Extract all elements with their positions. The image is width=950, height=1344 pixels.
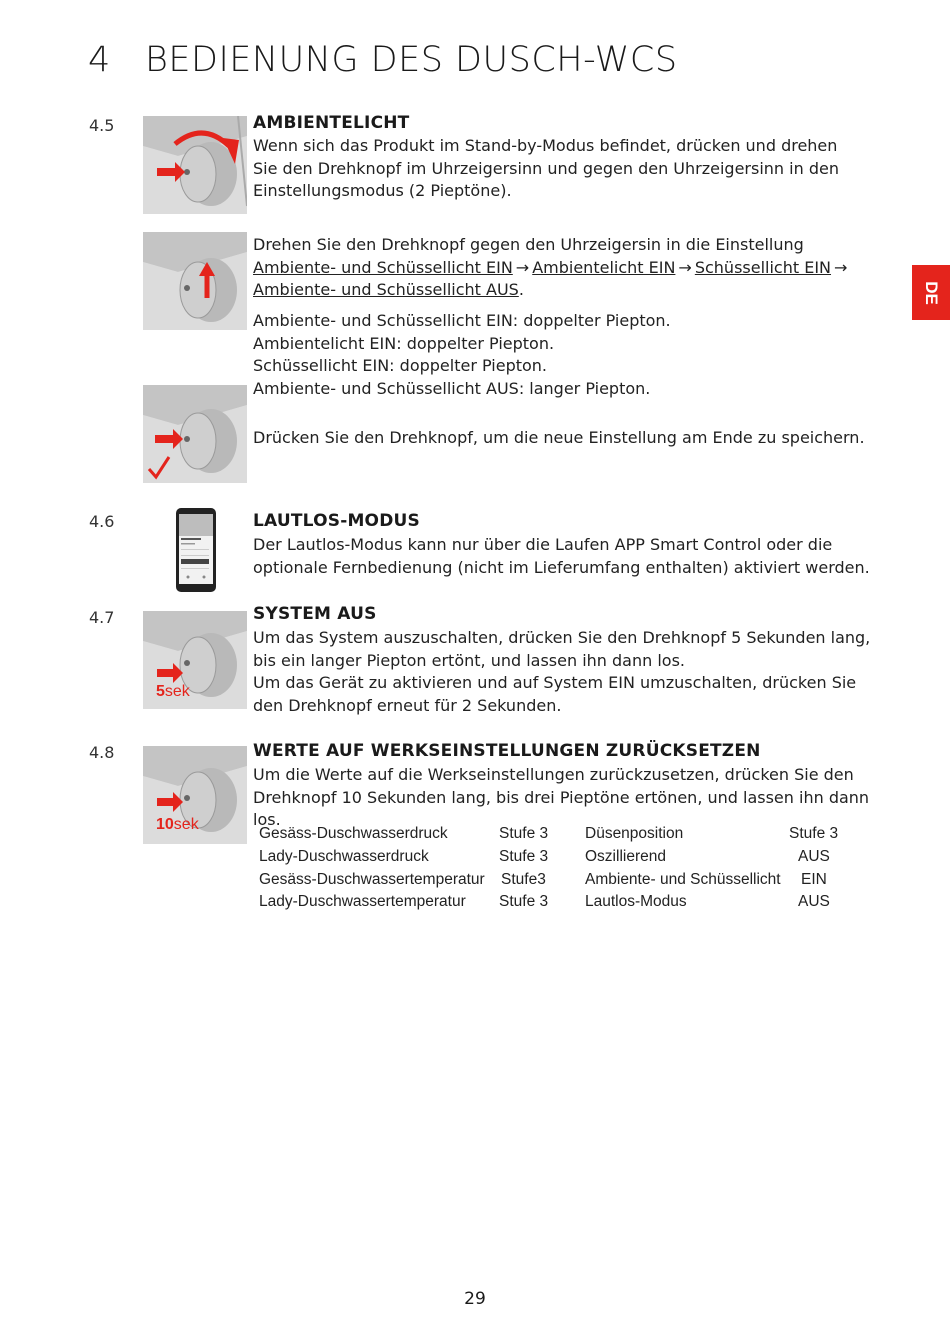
section-title: SYSTEM AUS bbox=[253, 604, 377, 624]
text-line: Um das Gerät zu aktivieren und auf System EIN umzuschalten, drücken Sie bbox=[253, 673, 857, 692]
table-cell: AUS bbox=[798, 848, 830, 865]
language-tab bbox=[912, 265, 950, 320]
text-line: den Drehknopf erneut für 2 Sekunden. bbox=[253, 695, 562, 715]
text-line: Um das System auszuschalten, drücken Sie den Drehknopf 5 Sekunden lang, bbox=[253, 628, 871, 647]
text-line: Sie den Drehknopf im Uhrzeigersinn und gegen den Uhrzeigersinn in den bbox=[253, 158, 839, 178]
table-cell: Lady-Duschwasserdruck bbox=[259, 848, 429, 865]
arrow-right-icon: → bbox=[678, 257, 692, 277]
sequence-line bbox=[253, 257, 873, 280]
table-cell: Lady-Duschwassertemperatur bbox=[259, 893, 466, 910]
table-cell: Stufe 3 bbox=[499, 848, 549, 865]
knob-save-illustration bbox=[143, 385, 247, 483]
knob-10sek-illustration bbox=[143, 746, 247, 844]
arrow-right-icon: → bbox=[515, 257, 530, 277]
duration-unit: sek bbox=[173, 816, 199, 833]
chapter-number: 4 bbox=[88, 40, 111, 80]
text-line: bis ein langer Piepton ertönt, und lassen ihn dann los. bbox=[253, 650, 686, 670]
section-title: LAUTLOS-MODUS bbox=[253, 511, 420, 531]
sequence-step: Ambientelicht EIN bbox=[532, 257, 676, 277]
duration-value: 5 bbox=[156, 683, 165, 700]
section-number: 4.5 bbox=[89, 116, 115, 135]
text-line: Einstellungsmodus (2 Pieptöne). bbox=[253, 181, 512, 200]
text-line: Drehknopf 10 Sekunden lang, bis drei Pieptöne ertönen, und lassen ihn dann los. bbox=[253, 787, 870, 829]
table-cell: Stufe 3 bbox=[499, 825, 549, 842]
save-instruction: Drücken Sie den Drehknopf, um die neue Einstellung am Ende zu speichern. bbox=[253, 428, 865, 447]
language-tab-label: DE bbox=[922, 280, 941, 305]
arrow-right-icon: → bbox=[834, 257, 848, 277]
table-cell: Stufe3 bbox=[501, 871, 546, 888]
table-cell: Gesäss-Duschwassertemperatur bbox=[259, 871, 485, 888]
duration-label bbox=[156, 816, 199, 834]
section-paragraph bbox=[253, 534, 873, 579]
text-line: Der Lautlos-Modus kann nur über die Laufen APP Smart Control oder die bbox=[253, 535, 833, 554]
text-line: Wenn sich das Produkt im Stand-by-Modus befindet, drücken und drehen bbox=[253, 136, 838, 155]
beep-line: Schüssellicht EIN: doppelter Piepton. bbox=[253, 356, 548, 375]
table-cell: Oszillierend bbox=[585, 848, 666, 865]
section-paragraph bbox=[253, 764, 873, 832]
smartphone-app-illustration bbox=[176, 508, 216, 592]
page-number: 29 bbox=[464, 1289, 486, 1309]
beep-line: Ambiente- und Schüssellicht EIN: doppelter Piepton. bbox=[253, 311, 671, 330]
knob-5sek-illustration bbox=[143, 611, 247, 709]
sequence-end: . bbox=[518, 280, 524, 299]
sequence-step: Ambiente- und Schüssellicht AUS bbox=[253, 280, 519, 299]
table-cell: Stufe 3 bbox=[499, 893, 549, 910]
section-number: 4.8 bbox=[89, 743, 115, 762]
intro-paragraph bbox=[253, 135, 873, 203]
knob-turn-illustration bbox=[143, 232, 247, 330]
table-cell: EIN bbox=[801, 871, 827, 888]
sequence-step: Ambiente- und Schüssellicht EIN bbox=[253, 257, 513, 277]
knob-rotate-illustration bbox=[143, 116, 247, 214]
table-cell: Gesäss-Duschwasserdruck bbox=[259, 825, 448, 842]
sequence-line bbox=[253, 279, 873, 302]
beep-line: Ambientelicht EIN: doppelter Piepton. bbox=[253, 333, 555, 353]
text-line: Um die Werte auf die Werkseinstellungen zurückzusetzen, drücken Sie den bbox=[253, 765, 854, 784]
sequence-step: Schüssellicht EIN bbox=[694, 257, 832, 277]
text-line: optionale Fernbedienung (nicht im Lieferumfang enthalten) aktiviert werden. bbox=[253, 557, 870, 577]
chapter-title: BEDIENUNG DES DUSCH-WCS bbox=[145, 40, 678, 80]
sequence-paragraph bbox=[253, 234, 873, 302]
table-cell: Düsenposition bbox=[585, 825, 684, 842]
text-line: Drehen Sie den Drehknopf gegen den Uhrzeigersin in die Einstellung bbox=[253, 235, 804, 254]
table-cell: AUS bbox=[798, 893, 830, 910]
table-cell: Ambiente- und Schüssellicht bbox=[585, 871, 781, 888]
table-cell: Lautlos-Modus bbox=[585, 893, 687, 910]
section-title: AMBIENTELICHT bbox=[253, 113, 410, 133]
beep-list bbox=[253, 310, 873, 400]
duration-unit: sek bbox=[164, 683, 190, 700]
table-cell: Stufe 3 bbox=[789, 825, 839, 842]
section-title: WERTE AUF WERKSEINSTELLUNGEN ZURÜCKSETZEN bbox=[253, 741, 761, 761]
section-paragraph bbox=[253, 627, 873, 717]
duration-value: 10 bbox=[156, 816, 174, 833]
section-number: 4.7 bbox=[89, 608, 115, 627]
section-number: 4.6 bbox=[89, 512, 115, 531]
beep-line: Ambiente- und Schüssellicht AUS: langer Piepton. bbox=[253, 378, 651, 398]
duration-label bbox=[156, 683, 190, 701]
